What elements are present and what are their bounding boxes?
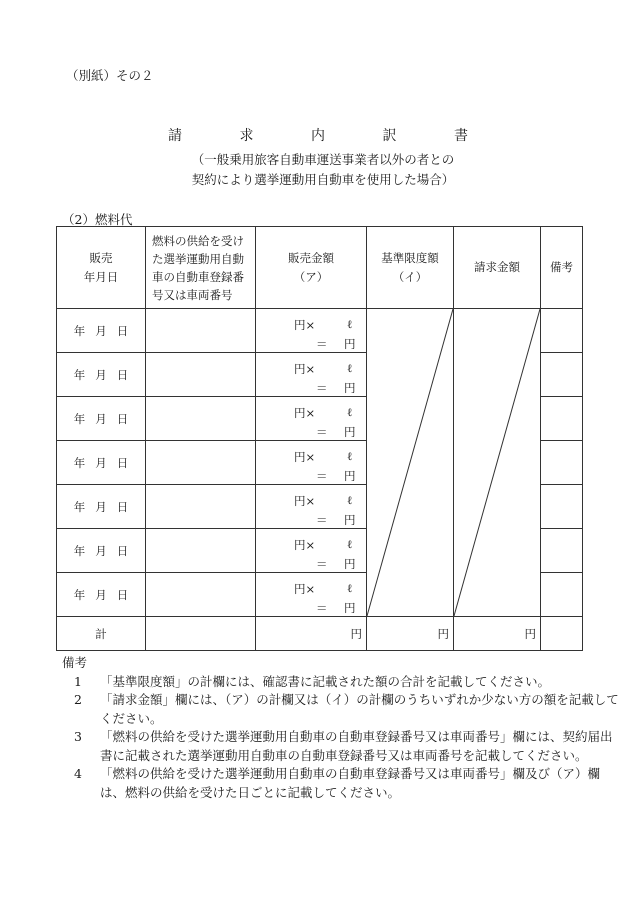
remarks-cell[interactable] — [541, 397, 583, 441]
liter-label: ℓ — [347, 317, 353, 331]
page-title — [168, 125, 468, 145]
header-sale-date — [57, 227, 146, 309]
remarks-cell[interactable] — [541, 485, 583, 529]
liter-label: ℓ — [347, 449, 353, 463]
date-cell[interactable] — [57, 397, 146, 441]
date-cell[interactable] — [57, 485, 146, 529]
liter-label: ℓ — [347, 405, 353, 419]
header-amount-line2: （ア） — [293, 269, 329, 284]
total-remarks-cell[interactable] — [541, 617, 583, 651]
total-row — [57, 617, 583, 651]
title-char: 請 — [168, 128, 182, 144]
remarks-cell[interactable] — [541, 309, 583, 353]
header-sale-amount — [256, 227, 367, 309]
sale-amount-cell[interactable] — [256, 309, 367, 353]
sale-amount-cell[interactable] — [256, 353, 367, 397]
remarks-cell[interactable] — [541, 573, 583, 617]
header-claim-amount: 請求金額 — [454, 227, 541, 309]
total-standard-limit-cell[interactable]: 円 — [367, 617, 454, 651]
day-label: 日 — [116, 543, 129, 558]
section-label: （2）燃料代 — [62, 212, 133, 227]
total-sale-amount-cell[interactable]: 円 — [256, 617, 367, 651]
fuel-invoice-table — [56, 226, 583, 651]
date-cell[interactable] — [57, 441, 146, 485]
total-claim-amount-cell[interactable]: 円 — [454, 617, 541, 651]
note-text: 「基準限度額」の計欄には、確認書に記載された額の合計を記載してください。 — [100, 673, 551, 689]
month-label: 月 — [95, 455, 107, 470]
vehicle-number-cell[interactable] — [146, 309, 256, 353]
yen-label: 円 — [344, 557, 356, 571]
header-row — [57, 227, 583, 309]
vehicle-number-cell[interactable] — [146, 353, 256, 397]
header-sale-date-line2: 年月日 — [83, 269, 119, 284]
header-vehicle-line4: 号又は車両番号 — [152, 287, 233, 302]
yen-times-label: 円× — [294, 362, 316, 376]
yen-label: 円 — [344, 513, 356, 527]
note-item — [62, 765, 622, 802]
month-label: 月 — [95, 323, 107, 338]
month-label: 月 — [95, 367, 107, 382]
date-cell[interactable] — [57, 353, 146, 397]
yen-label: 円 — [344, 469, 356, 483]
day-label: 日 — [116, 587, 129, 602]
year-label: 年 — [73, 323, 86, 338]
year-label: 年 — [73, 543, 86, 558]
header-standard-limit — [367, 227, 454, 309]
sale-amount-cell[interactable] — [256, 573, 367, 617]
day-label: 日 — [116, 367, 129, 382]
note-number: 2 — [74, 692, 82, 707]
header-vehicle-number — [146, 227, 256, 309]
equals-label: ＝ — [316, 469, 328, 483]
equals-label: ＝ — [316, 601, 328, 615]
day-label: 日 — [116, 499, 129, 514]
claim-amount-crossed-cell — [454, 309, 541, 617]
date-cell[interactable] — [57, 573, 146, 617]
month-label: 月 — [95, 587, 107, 602]
vehicle-number-cell[interactable] — [146, 573, 256, 617]
diagonal-slash — [454, 309, 540, 616]
title-char: 内 — [311, 128, 325, 144]
day-label: 日 — [116, 323, 129, 338]
subtitle-line-2: 契約により選挙運動用自動車を使用した場合） — [191, 172, 455, 187]
yen-label: 円 — [344, 425, 356, 439]
total-vehicle-cell — [146, 617, 256, 651]
header-vehicle-line3: 車の自動車登録番 — [152, 269, 244, 284]
year-label: 年 — [73, 587, 86, 602]
diagonal-slash — [367, 309, 453, 616]
table-row — [57, 309, 583, 353]
note-number: 3 — [74, 729, 82, 744]
note-item — [62, 691, 622, 728]
header-sale-date-line1: 販売 — [89, 250, 113, 265]
sale-amount-cell[interactable] — [256, 441, 367, 485]
yen-times-label: 円× — [294, 538, 316, 552]
header-vehicle-line1: 燃料の供給を受け — [152, 233, 244, 248]
day-label: 日 — [116, 455, 129, 470]
attachment-label: （別紙）その２ — [66, 68, 154, 83]
date-cell[interactable] — [57, 309, 146, 353]
sale-amount-cell[interactable] — [256, 485, 367, 529]
yen-label: 円 — [344, 601, 356, 615]
equals-label: ＝ — [316, 381, 328, 395]
yen-times-label: 円× — [294, 318, 316, 332]
sale-amount-cell[interactable] — [256, 397, 367, 441]
remarks-cell[interactable] — [541, 529, 583, 573]
note-text: 「燃料の供給を受けた選挙運動用自動車の自動車登録番号又は車両番号」欄及び（ア）欄は、燃料の供給を受けた日ごとに記載してください。 — [100, 766, 601, 800]
total-label: 計 — [57, 617, 146, 651]
equals-label: ＝ — [316, 557, 328, 571]
title-char: 求 — [239, 128, 254, 144]
note-text: 「燃料の供給を受けた選挙運動用自動車の自動車登録番号又は車両番号」欄には、契約届出書に記載された選挙運動用自動車の自動車登録番号又は車両番号を記載してください。 — [100, 729, 613, 763]
title-char: 訳 — [382, 128, 397, 144]
yen-label: 円 — [344, 381, 356, 395]
header-limit-line1: 基準限度額 — [381, 250, 439, 265]
remarks-cell[interactable] — [541, 353, 583, 397]
liter-label: ℓ — [347, 361, 353, 375]
liter-label: ℓ — [347, 537, 353, 551]
note-item — [62, 673, 622, 692]
note-text: 「請求金額」欄には、（ア）の計欄又は（イ）の計欄のうちいずれか少ない方の額を記載してください。 — [100, 692, 619, 726]
notes-section — [62, 654, 622, 802]
year-label: 年 — [73, 367, 86, 382]
subtitle-line-1: （一般乗用旅客自動車運送事業者以外の者との — [191, 152, 455, 167]
header-vehicle-line2: た選挙運動用自動 — [152, 251, 244, 266]
equals-label: ＝ — [316, 425, 328, 439]
vehicle-number-cell[interactable] — [146, 397, 256, 441]
note-item — [62, 728, 622, 765]
yen-times-label: 円× — [294, 494, 316, 508]
yen-times-label: 円× — [294, 450, 316, 464]
liter-label: ℓ — [347, 581, 353, 595]
liter-label: ℓ — [347, 493, 353, 507]
yen-times-label: 円× — [294, 406, 316, 420]
note-number: 4 — [74, 766, 82, 781]
title-char: 書 — [454, 128, 468, 144]
note-number: 1 — [74, 673, 82, 689]
month-label: 月 — [95, 543, 107, 558]
equals-label: ＝ — [316, 513, 328, 527]
notes-heading: 備考 — [62, 655, 88, 670]
vehicle-number-cell[interactable] — [146, 529, 256, 573]
day-label: 日 — [116, 411, 129, 426]
year-label: 年 — [73, 499, 86, 514]
vehicle-number-cell[interactable] — [146, 441, 256, 485]
header-limit-line2: （イ） — [392, 269, 428, 284]
sale-amount-cell[interactable] — [256, 529, 367, 573]
year-label: 年 — [73, 411, 86, 426]
remarks-cell[interactable] — [541, 441, 583, 485]
header-remarks: 備考 — [541, 227, 583, 309]
month-label: 月 — [95, 411, 107, 426]
month-label: 月 — [95, 499, 107, 514]
vehicle-number-cell[interactable] — [146, 485, 256, 529]
equals-label: ＝ — [316, 337, 328, 351]
yen-label: 円 — [344, 337, 356, 351]
standard-limit-crossed-cell — [367, 309, 454, 617]
yen-times-label: 円× — [294, 582, 316, 596]
header-amount-line1: 販売金額 — [288, 250, 334, 265]
date-cell[interactable] — [57, 529, 146, 573]
year-label: 年 — [73, 455, 86, 470]
